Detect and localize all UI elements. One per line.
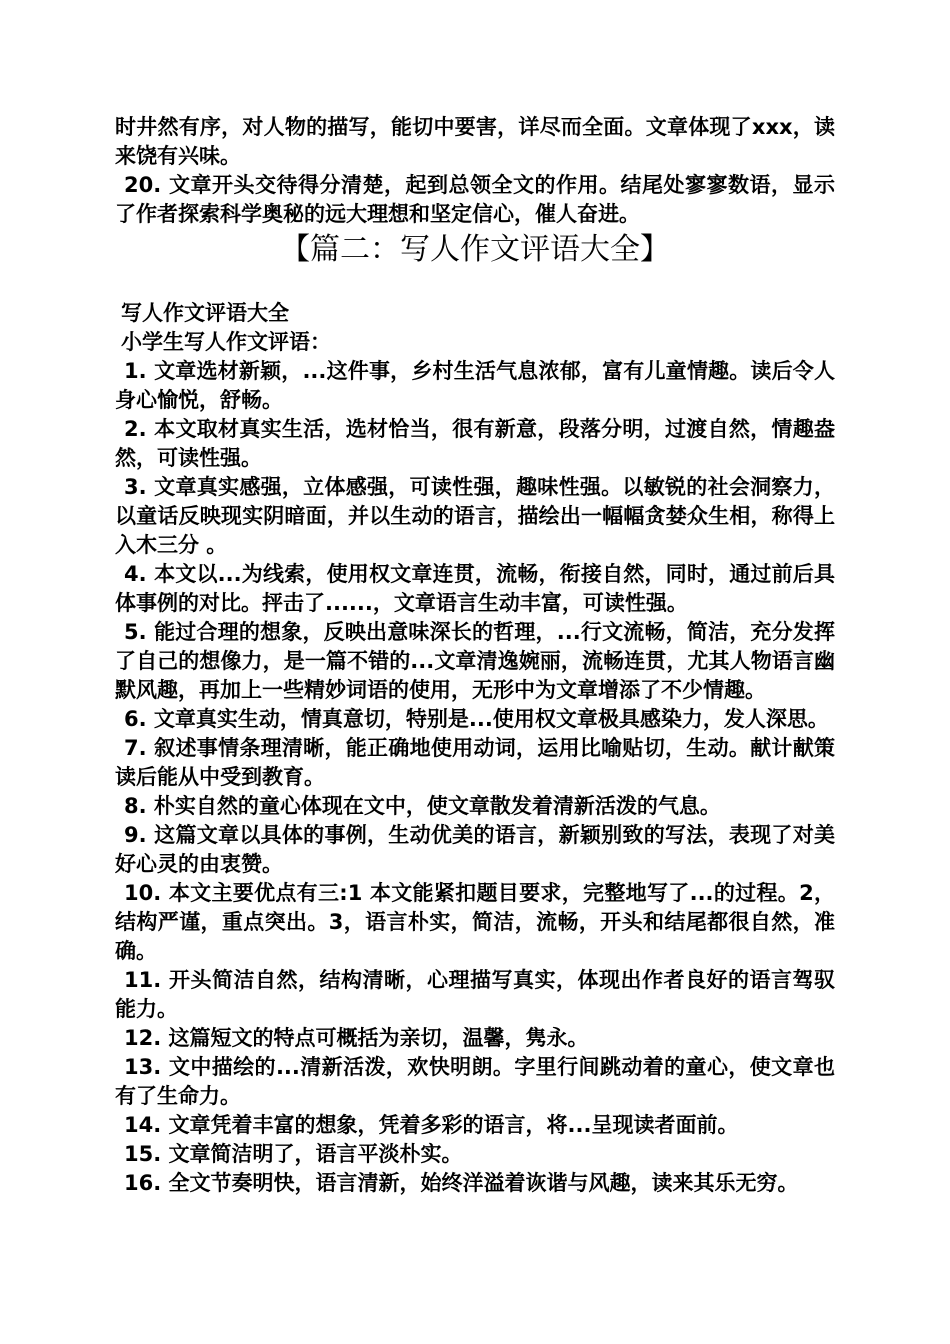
list-item: 3. 文章真实感强，立体感强，可读性强，趣味性强。以敏锐的社会洞察力，以童话反映现实阴暗面，并以生动的语言，描绘出一幅幅贪婪众生相，称得上入木三分 。 xyxy=(115,475,835,557)
list-item: 5. 能过合理的想象，反映出意味深长的哲理，...行文流畅，简洁，充分发挥了自己的想像力，是一篇不错的...文章清逸婉丽，流畅连贯，尤其人物语言幽默风趣，再加上一些精妙词语的使用，无形中为文章增添了不少情趣。 xyxy=(115,620,835,702)
list-item: 2. 本文取材真实生活，选材恰当，很有新意，段落分明，过渡自然，情趣盎然，可读性强。 xyxy=(115,417,835,470)
document-page xyxy=(115,113,835,1198)
section-subtitle: 小学生写人作文评语： xyxy=(121,330,331,354)
spacer xyxy=(115,268,835,299)
list-item: 13. 文中描绘的...清新活泼，欢快明朗。字里行间跳动着的童心，使文章也有了生命力。 xyxy=(115,1055,835,1108)
list-item: 14. 文章凭着丰富的想象，凭着多彩的语言，将...呈现读者面前。 xyxy=(124,1113,739,1137)
list-item: 6. 文章真实生动，情真意切，特别是...使用权文章极具感染力，发人深思。 xyxy=(124,707,829,731)
list-item: 16. 全文节奏明快，语言清新，始终洋溢着诙谐与风趣，读来其乐无穷。 xyxy=(124,1171,799,1195)
list-item: 4. 本文以...为线索，使用权文章连贯，流畅，衔接自然，同时，通过前后具体事例的对比。抨击了......，文章语言生动丰富，可读性强。 xyxy=(115,562,835,615)
section-title: 写人作文评语大全 xyxy=(121,301,289,325)
list-item-20: 20. 文章开头交待得分清楚，起到总领全文的作用。结尾处寥寥数语，显示了作者探索科学奥秘的远大理想和坚定信心，催人奋进。 xyxy=(115,173,835,226)
list-item: 7. 叙述事情条理清晰，能正确地使用动词，运用比喻贴切，生动。献计献策读后能从中受到教育。 xyxy=(115,736,835,789)
list-item: 12. 这篇短文的特点可概括为亲切，温馨，隽永。 xyxy=(124,1026,589,1050)
list-item: 10. 本文主要优点有三:1 本文能紧扣题目要求，完整地写了...的过程。2，结构严谨，重点突出。3，语言朴实，简洁，流畅，开头和结尾都很自然，准确。 xyxy=(115,881,835,963)
intro-continuation: 时井然有序，对人物的描写，能切中要害，详尽而全面。文章体现了xxx，读来饶有兴味。 xyxy=(115,115,835,168)
list-item: 1. 文章选材新颖，...这件事，乡村生活气息浓郁，富有儿童情趣。读后令人身心愉悦，舒畅。 xyxy=(115,359,835,412)
list-item: 9. 这篇文章以具体的事例，生动优美的语言，新颖别致的写法，表现了对美好心灵的由衷赞。 xyxy=(115,823,835,876)
list-item: 11. 开头简洁自然，结构清晰，心理描写真实，体现出作者良好的语言驾驭能力。 xyxy=(115,968,835,1021)
list-item: 8. 朴实自然的童心体现在文中，使文章散发着清新活泼的气息。 xyxy=(124,794,721,818)
list-item: 15. 文章简洁明了，语言平淡朴实。 xyxy=(124,1142,463,1166)
section-heading: 【篇二：写人作文评语大全】 xyxy=(280,232,670,267)
comment-list xyxy=(115,357,835,1198)
